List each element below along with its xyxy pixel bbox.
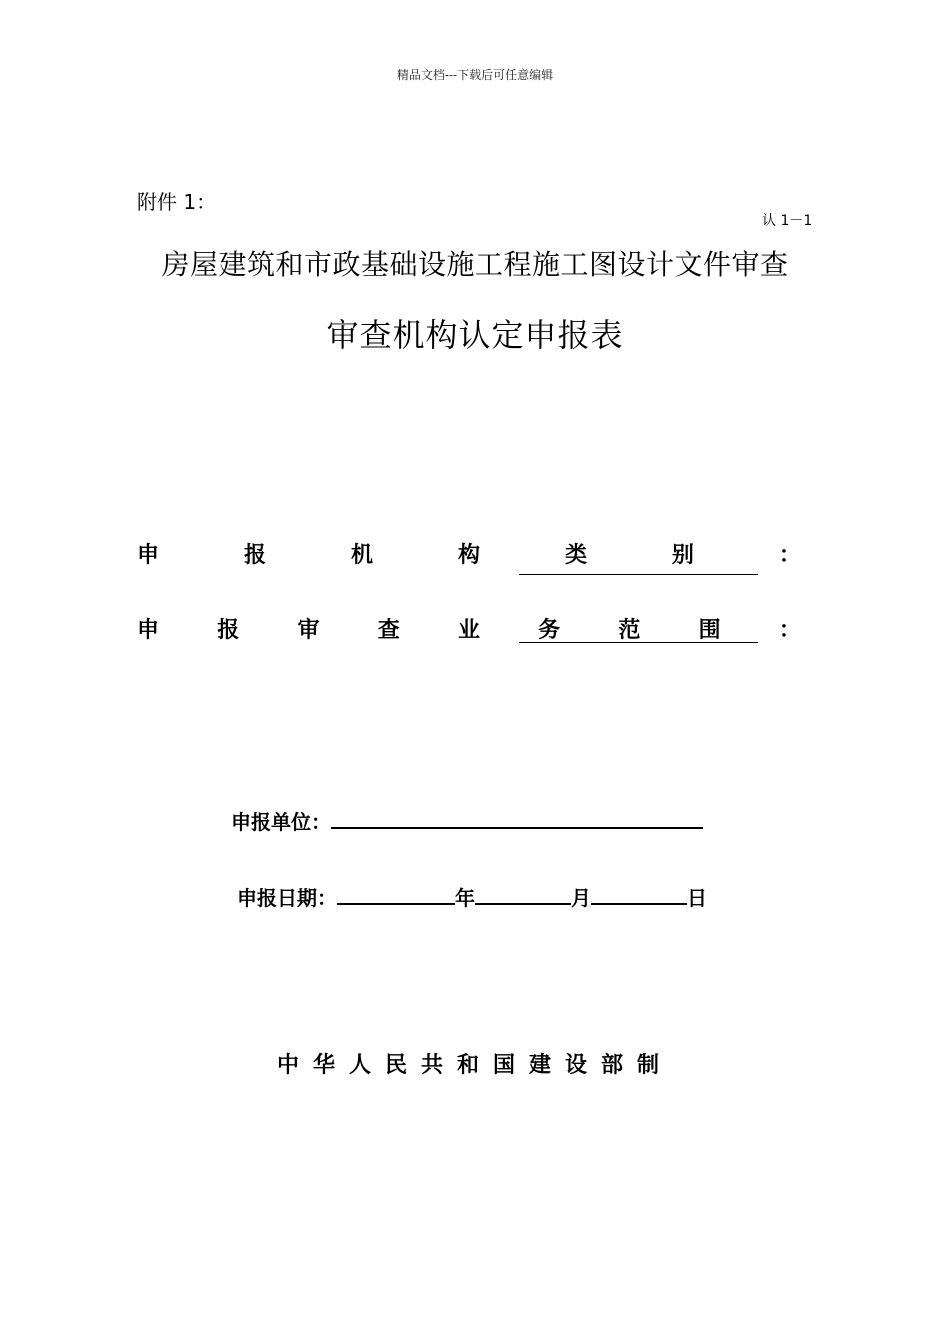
scope-char: ： xyxy=(778,618,801,643)
month-blank[interactable] xyxy=(475,883,571,905)
applicant-unit-field xyxy=(231,806,703,835)
scope-char: 业 xyxy=(457,618,480,643)
issuer-line: 中华人民共和国建设部制 xyxy=(276,1053,673,1078)
scope-underline xyxy=(519,642,758,643)
document-title: 房屋建筑和市政基础设施工程施工图设计文件审查 xyxy=(161,248,789,281)
month-label: 月 xyxy=(571,886,591,910)
scope-char: 报 xyxy=(217,618,240,643)
scope-char: 申 xyxy=(137,618,160,643)
form-title: 审查机构认定申报表 xyxy=(326,316,624,354)
application-date-field xyxy=(237,882,707,911)
category-char: 申 xyxy=(137,543,160,568)
scope-char: 范 xyxy=(618,618,641,643)
scope-char: 审 xyxy=(297,618,320,643)
scope-char: 务 xyxy=(538,618,561,643)
category-char: 报 xyxy=(243,543,266,568)
category-char: 机 xyxy=(350,543,373,568)
form-code: 认 1－1 xyxy=(762,213,813,229)
applicant-unit-blank[interactable] xyxy=(331,807,703,829)
category-char: ： xyxy=(778,543,801,568)
application-date-label: 申报日期： xyxy=(237,886,337,910)
scope-field-row xyxy=(137,613,801,644)
scope-char: 围 xyxy=(698,618,721,643)
day-blank[interactable] xyxy=(591,883,687,905)
year-blank[interactable] xyxy=(337,883,455,905)
attachment-label: 附件 1： xyxy=(137,190,217,214)
category-field-row xyxy=(137,538,801,569)
applicant-unit-label: 申报单位： xyxy=(231,810,331,834)
category-char: 构 xyxy=(457,543,480,568)
category-underline xyxy=(519,574,758,575)
category-char: 别 xyxy=(671,543,694,568)
scope-char: 查 xyxy=(377,618,400,643)
header-note: 精品文档---下载后可任意编辑 xyxy=(396,68,554,82)
day-label: 日 xyxy=(687,886,707,910)
year-label: 年 xyxy=(455,886,475,910)
category-char: 类 xyxy=(564,543,587,568)
